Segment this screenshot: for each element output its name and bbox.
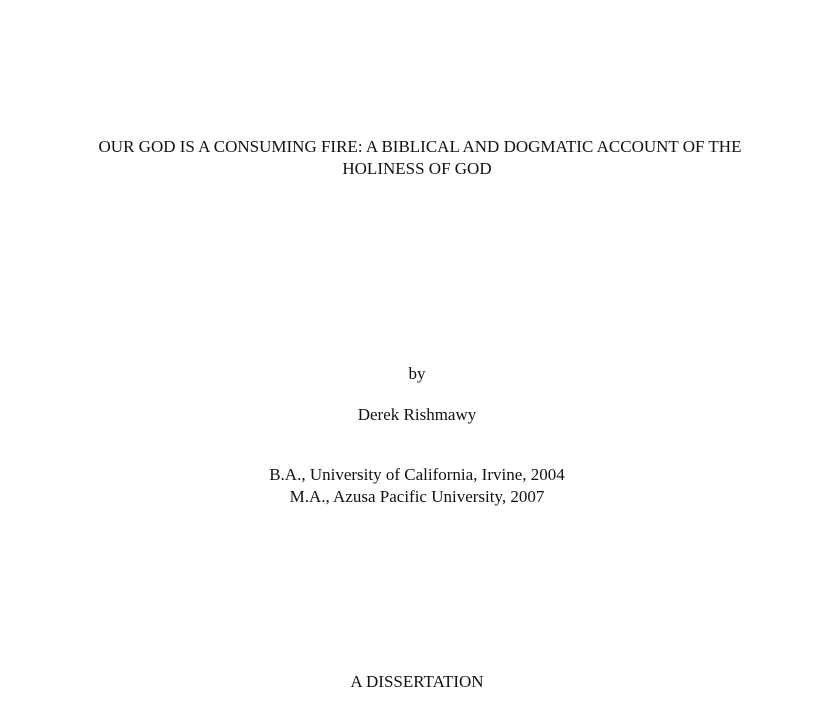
by-label: by (408, 364, 426, 383)
title-line-1: OUR GOD IS A CONSUMING FIRE: A BIBLICAL AND DOGMATIC ACCOUNT OF THE (98, 137, 742, 156)
document-type: A DISSERTATION (350, 672, 484, 691)
author-name: Derek Rishmawy (357, 405, 477, 424)
degree-line-2: M.A., Azusa Pacific University, 2007 (289, 487, 545, 506)
degree-line-1: B.A., University of California, Irvine, 2004 (269, 465, 565, 484)
title-line-2: HOLINESS OF GOD (342, 159, 492, 178)
